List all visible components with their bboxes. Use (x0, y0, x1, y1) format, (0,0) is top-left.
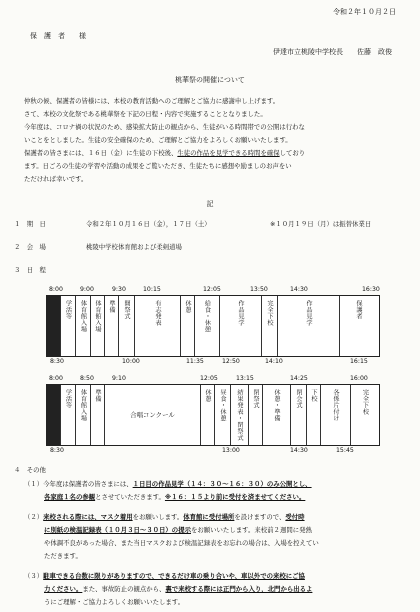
d1-cell-9: 作品見学 (220, 296, 262, 356)
intro-line-7: ただければ幸いです。 (24, 175, 88, 183)
d2-cell-12: 各係片付け (321, 385, 351, 445)
d2-time-bottom-1: 13:00 (222, 447, 240, 454)
note3-line-2 (44, 585, 312, 593)
d2-cell-10: 閉会式 (291, 385, 307, 445)
d1-time-top-4: 12:05 (203, 286, 221, 293)
intro-line-1: 仲秋の候、保護者の皆様には、本校の教育活動へのご理解とご協力に感謝申し上げます。 (24, 97, 280, 105)
d2-cell-8: 閉祭式 (249, 385, 263, 445)
intro-line-4: いことをとしました。生徒の安全確保のため、ご理解とご協力をよろしくお願いいたします。 (24, 136, 292, 144)
document-title: 桃華祭の開催について (175, 76, 245, 84)
intro-line-5-c: しており (279, 149, 306, 157)
note3-c: 力ください。 (44, 585, 83, 593)
d1-time-bottom-3: 12:50 (222, 358, 240, 365)
recipient: 保 護 者 様 (30, 32, 86, 40)
d1-cell-4: 準備 (105, 296, 119, 356)
note1-b: １日目の作品見学（１４：３０～１６：３０）のみ公開とし、 (132, 480, 312, 488)
note2-f: 受付時 (285, 513, 305, 521)
d1-cell-0 (47, 296, 61, 356)
schedule-label: ３ 日 程 (14, 266, 46, 274)
note1-d: とさせていただきます。 (95, 493, 165, 501)
intro-line-6: ます。日ごろの生徒の学習や活動の成果をご覧いただき、生徒たちに感想や励ましのお声をい (24, 162, 292, 170)
d1-time-bottom-0: 8:30 (50, 358, 64, 365)
d2-time-top-4: 13:15 (236, 375, 254, 382)
d2-cell-7: 結果発表・閉祭式 (231, 385, 249, 445)
d1-time-top-3: 10:15 (143, 286, 161, 293)
ki-heading: 記 (206, 200, 214, 208)
venue-value: 桃陵中学校体育館および柔剣道場 (86, 243, 182, 251)
note2-line-4: ただきます。 (44, 552, 82, 560)
note3-a: （３） (24, 572, 44, 580)
note2-line-3: や体調不良があった場合、また当日マスクおよび検温記録表をお忘れの場合は、入場を控えてい (44, 539, 319, 547)
note1-a: （１）今年度は保護者の皆さまには、 (24, 480, 133, 488)
d1-time-bottom-4: 14:10 (265, 358, 283, 365)
d2-cell-5: 休憩 (201, 385, 215, 445)
note1-line-1 (24, 480, 312, 488)
note3-e: 裏で来校する際には正門から入り，北門から出るよ (165, 585, 313, 593)
note2-line-1 (24, 513, 305, 521)
d2-cell-13: 完全下校 (361, 389, 369, 415)
d1-time-bottom-5: 16:15 (350, 358, 368, 365)
note2-d: 体育館に受付場所 (183, 513, 235, 521)
intro-line-3: 今年度は、コロナ禍の状況のため、感染拡大防止の観点から、生徒がいる時間帯での公開は行わな (24, 123, 305, 131)
note1-line-2 (44, 493, 305, 501)
d1-cell-7: 休憩 (181, 296, 195, 356)
chorus-contest-label: 合唱コンクール (130, 411, 175, 419)
d2-time-top-3: 12:05 (200, 375, 218, 382)
d2-cell-6: 昼食・休憩 (215, 385, 231, 445)
period-note: ※１０月１９日（月）は振替休業日 (270, 220, 372, 228)
venue-label: ２ 会 場 (14, 243, 46, 251)
note2-e: を設けますので、 (234, 513, 286, 521)
d2-time-bottom-2: 14:30 (290, 447, 308, 454)
note2-g: に別紙の検温記録表（１０月３日～３０日）の提示 (44, 526, 191, 534)
d1-time-top-0: 8:00 (49, 286, 63, 293)
d1-cell-5: 開祭式 (119, 296, 135, 356)
others-label: ４ その他 (14, 466, 46, 474)
d2-time-bottom-0: 8:30 (50, 447, 64, 454)
d1-time-top-6: 14:30 (290, 286, 308, 293)
note3-line-1 (24, 572, 305, 580)
day1-grid (46, 295, 380, 357)
note1-c: 各家庭１名の参観 (44, 493, 96, 501)
d2-cell-2: 体育館入場 (76, 385, 91, 445)
note2-c: をお願いします。 (132, 513, 184, 521)
intro-line-5-a: 保護者の皆さまには、１６日（金）に生徒の下校後、 (24, 149, 178, 157)
note3-b: 駐車できる台数に限りがありますので、できるだけ車の乗り合いや、車以外での来校にご協 (43, 572, 305, 580)
note2-line-2 (44, 526, 312, 534)
note2-a: （２） (24, 513, 44, 521)
intro-line-5-underlined: 生徒の作品を見学できる時間を確保 (177, 149, 280, 157)
date: 令和２年１０月２日 (333, 8, 396, 16)
intro-line-2: さて、本校の文化祭である桃華祭を下記の日程・内容で実施することとなりました。 (24, 110, 267, 118)
d2-cell-0 (47, 385, 61, 445)
d1-time-top-5: 13:50 (250, 286, 268, 293)
d1-time-bottom-2: 11:35 (186, 358, 204, 365)
d1-time-bottom-1: 10:00 (122, 358, 140, 365)
day2-grid (46, 384, 380, 446)
d1-cell-10: 完全下校 (262, 296, 278, 356)
note3-line-3: うにご理解・ご協力よろしくお願いいたします。 (44, 598, 185, 606)
d1-cell-1: 学活等 (61, 296, 76, 356)
d1-cell-11: 作品見学 (278, 296, 340, 356)
d1-cell-8: 給食・休憩 (195, 296, 220, 356)
d2-time-top-2: 9:10 (112, 375, 126, 382)
d1-cell-2: 体育館入場 (76, 296, 91, 356)
d1-cell-3: 体育館入場 (91, 296, 105, 356)
note2-b: 来校される際には、マスク着用 (43, 513, 133, 521)
d2-cell-4 (105, 385, 201, 445)
d1-time-top-1: 9:00 (80, 286, 94, 293)
d2-cell-3: 準備 (91, 385, 105, 445)
d2-time-top-0: 8:00 (49, 375, 63, 382)
note3-d: また、事故防止の観点から、 (82, 585, 166, 593)
period-label: １ 期 日 (14, 220, 46, 228)
d2-cell-11: 下校 (307, 385, 321, 445)
note1-e: ※１６：１５より前に受付を済ませてください。 (164, 493, 306, 501)
d2-time-bottom-3: 15:45 (336, 447, 354, 454)
d1-cell-6: 有志発表 (135, 296, 181, 356)
d1-cell-12: 保護者 (355, 300, 362, 320)
d2-time-top-5: 14:25 (290, 375, 308, 382)
intro-line-5 (24, 149, 305, 157)
d1-time-top-7: 16:30 (362, 286, 380, 293)
note2-h: をお願いいたします。来校前２週間に発熱 (190, 526, 312, 534)
d2-time-top-1: 8:50 (80, 375, 94, 382)
d2-cell-1: 学活等 (61, 385, 76, 445)
period-value: 令和２年１０月１６日（金），１７日（土） (86, 220, 211, 228)
d2-cell-9: 休憩・準備 (263, 385, 291, 445)
d1-time-top-2: 9:30 (112, 286, 126, 293)
d2-time-top-6: 16:00 (350, 375, 368, 382)
sender: 伊達市立桃陵中学校長 佐藤 政俊 (273, 48, 392, 56)
